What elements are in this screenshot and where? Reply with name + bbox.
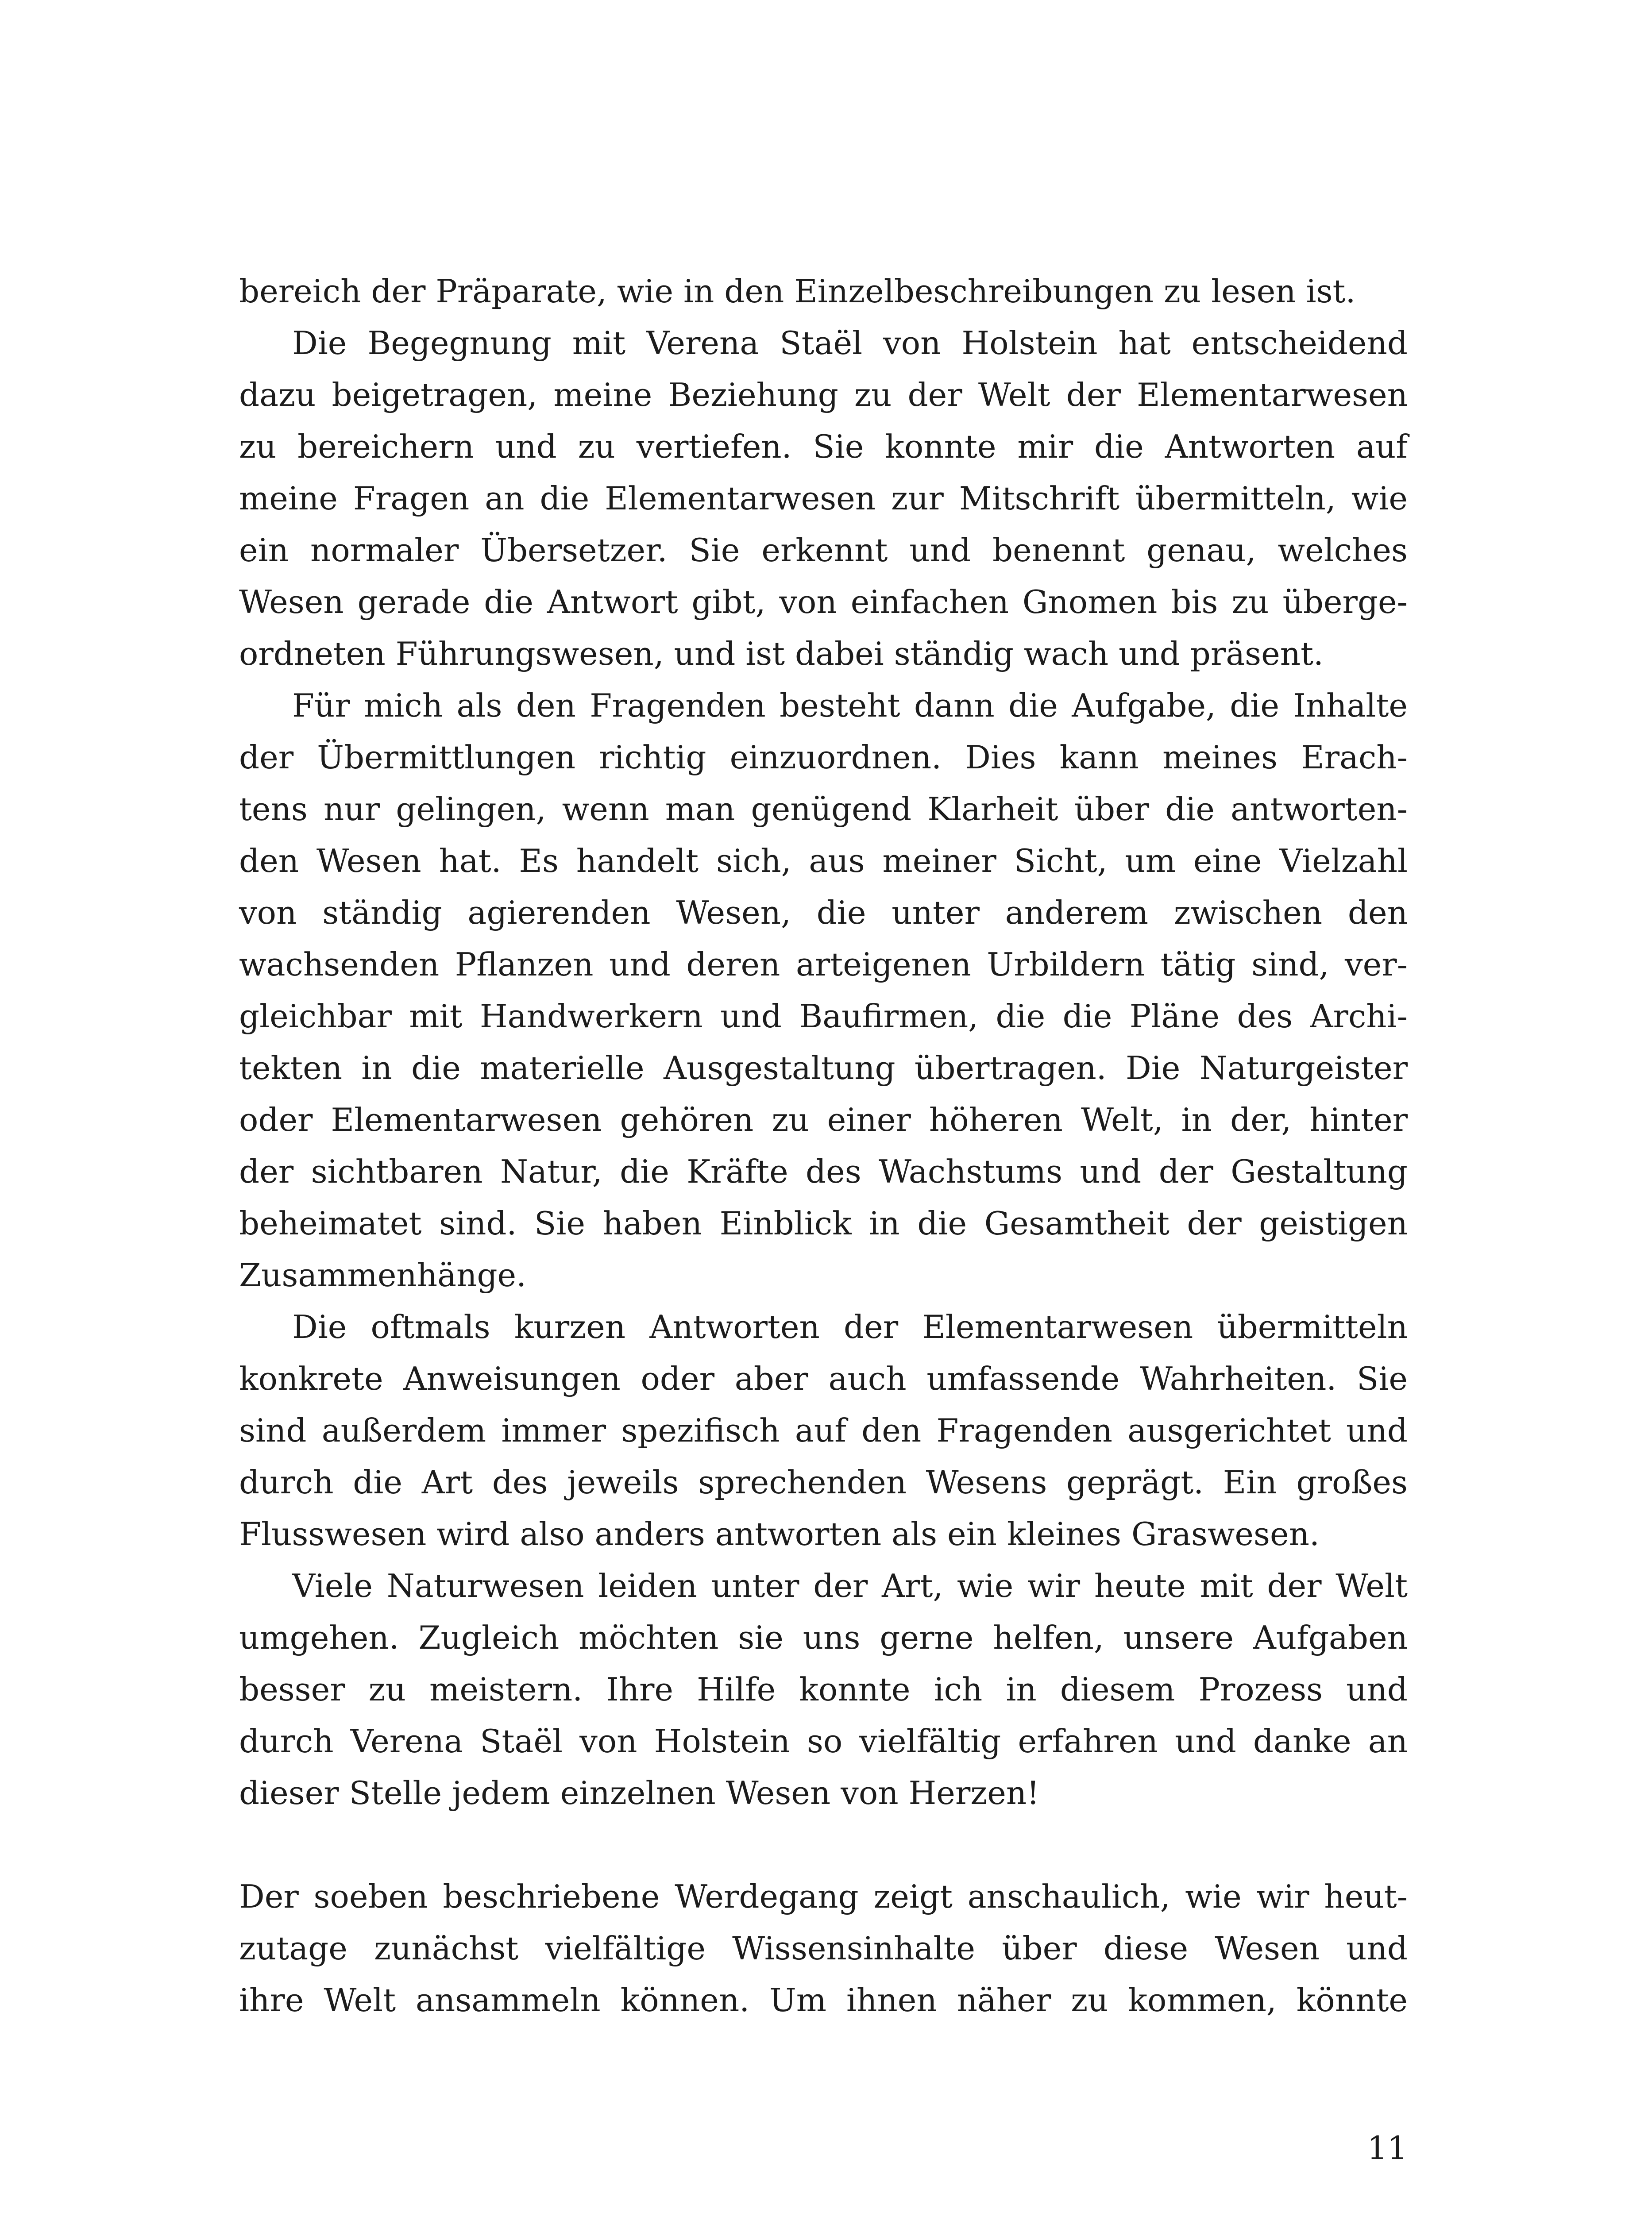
paragraph [239, 266, 1408, 317]
text-line: zutage zunächst vielfältige Wissensinhalte über diese Wesen und [239, 1930, 1408, 1967]
text-line: besser zu meistern. Ihre Hilfe konnte ich in diesem Prozess und [239, 1671, 1408, 1708]
body-text [239, 266, 1408, 2026]
text-line: zu bereichern und zu vertiefen. Sie konnte mir die Antworten auf [239, 428, 1408, 465]
paragraph [239, 317, 1408, 680]
text-line: tekten in die materielle Ausgestaltung übertragen. Die Naturgeister [239, 1049, 1408, 1087]
text-line: konkrete Anweisungen oder aber auch umfassende Wahrheiten. Sie [239, 1360, 1408, 1397]
text-line: bereich der Präparate, wie in den Einzelbeschreibungen zu lesen ist. [239, 273, 1356, 310]
text-line: den Wesen hat. Es handelt sich, aus meiner Sicht, um eine Vielzahl [239, 842, 1408, 879]
text-line: dieser Stelle jedem einzelnen Wesen von Herzen! [239, 1774, 1040, 1812]
text-line: Flusswesen wird also anders antworten als ein kleines Graswesen. [239, 1515, 1320, 1553]
text-line: meine Fragen an die Elementarwesen zur Mitschrift übermitteln, wie [239, 480, 1408, 517]
text-line: Die Begegnung mit Verena Staël von Holstein hat entscheidend [292, 324, 1408, 362]
text-line: ordneten Führungswesen, und ist dabei ständig wach und präsent. [239, 635, 1324, 672]
text-line: oder Elementarwesen gehören zu einer höheren Welt, in der, hinter [239, 1101, 1408, 1138]
paragraph [239, 680, 1408, 1301]
text-line: ein normaler Übersetzer. Sie erkennt und benennt genau, welches [239, 532, 1408, 569]
text-line: gleichbar mit Handwerkern und Baufirmen, die die Pläne des Archi- [239, 998, 1408, 1035]
page-number: 11 [1367, 2129, 1408, 2167]
text-line: ihre Welt ansammeln können. Um ihnen näher zu kommen, könnte [239, 1982, 1408, 2019]
text-line: umgehen. Zugleich möchten sie uns gerne helfen, unsere Aufgaben [239, 1619, 1408, 1656]
text-line: durch Verena Staël von Holstein so vielfältig erfahren und danke an [239, 1723, 1408, 1760]
text-line: Viele Naturwesen leiden unter der Art, wie wir heute mit der Welt [292, 1567, 1408, 1604]
text-line: sind außerdem immer spezifisch auf den Fragenden ausgerichtet und [239, 1412, 1408, 1449]
text-line: der sichtbaren Natur, die Kräfte des Wachstums und der Gestaltung [239, 1153, 1408, 1190]
text-line: von ständig agierenden Wesen, die unter anderem zwischen den [239, 894, 1408, 931]
text-line: Für mich als den Fragenden besteht dann die Aufgabe, die Inhalte [292, 687, 1408, 724]
text-line: Wesen gerade die Antwort gibt, von einfachen Gnomen bis zu überge- [239, 583, 1408, 621]
paragraph [239, 1301, 1408, 1560]
paragraph [239, 1871, 1408, 2026]
text-line: wachsenden Pflanzen und deren arteigenen Urbildern tätig sind, ver- [239, 946, 1408, 983]
paragraph [239, 1560, 1408, 1819]
text-line: beheimatet sind. Sie haben Einblick in die Gesamtheit der geistigen [239, 1205, 1408, 1242]
text-line: tens nur gelingen, wenn man genügend Klarheit über die antworten- [239, 790, 1408, 828]
text-line: Der soeben beschriebene Werdegang zeigt anschaulich, wie wir heut- [239, 1878, 1408, 1915]
text-line: Zusammenhänge. [239, 1257, 527, 1294]
text-line: durch die Art des jeweils sprechenden Wesens geprägt. Ein großes [239, 1464, 1408, 1501]
text-line: der Übermittlungen richtig einzuordnen. Dies kann meines Erach- [239, 739, 1408, 776]
text-line: dazu beigetragen, meine Beziehung zu der Welt der Elementarwesen [239, 376, 1408, 413]
text-line: Die oftmals kurzen Antworten der Elementarwesen übermitteln [292, 1308, 1408, 1346]
